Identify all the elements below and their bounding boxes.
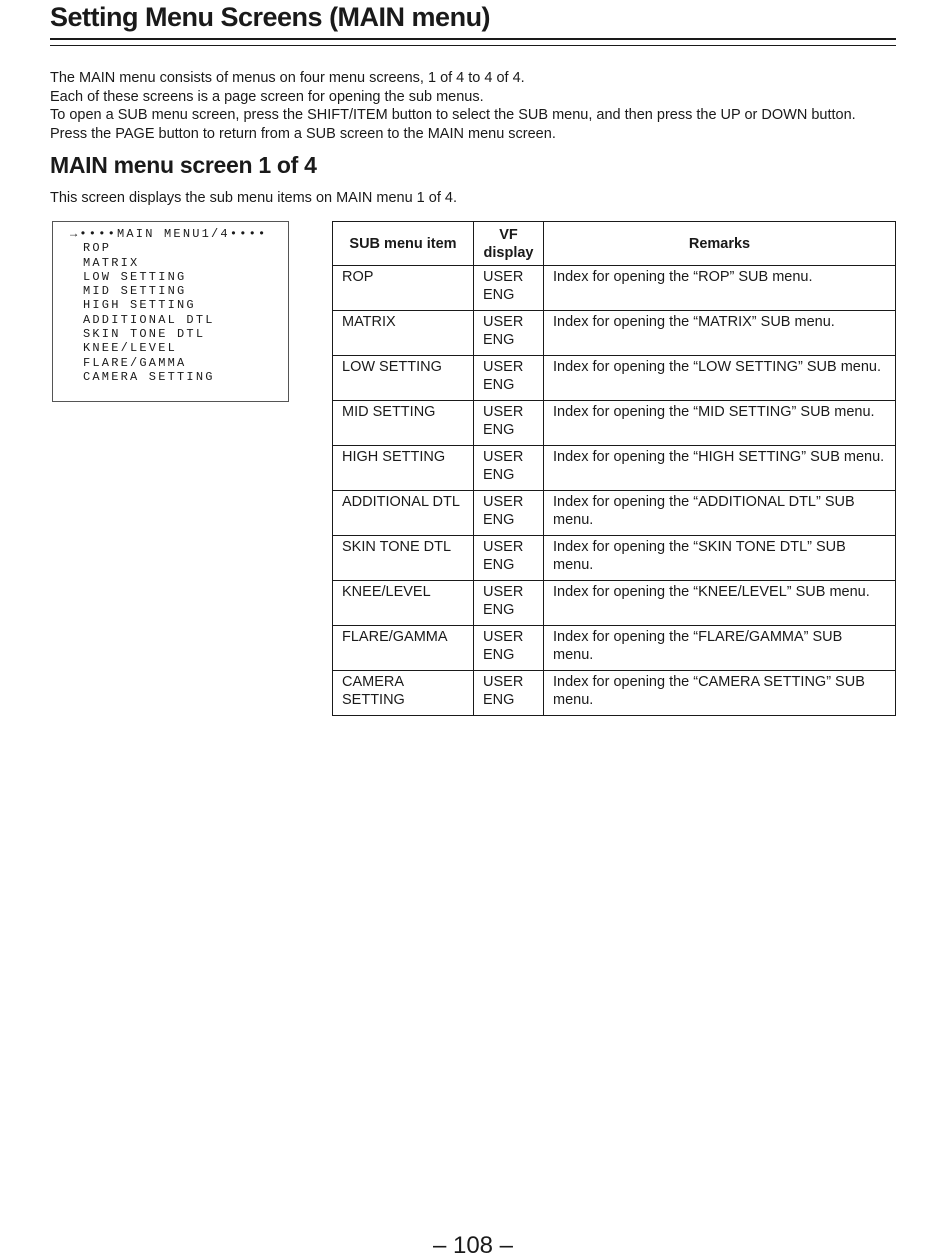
vf-display-cell [474, 356, 544, 401]
remarks-cell: Index for opening the “HIGH SETTING” SUB menu. [544, 446, 896, 491]
vf-value: ENG [483, 377, 515, 393]
sub-menu-item-cell: LOW SETTING [333, 356, 474, 401]
table-row [333, 266, 896, 311]
remarks-cell: Index for opening the “KNEE/LEVEL” SUB menu. [544, 581, 896, 626]
remarks-cell: Index for opening the “CAMERA SETTING” SUB menu. [544, 671, 896, 716]
remarks-cell: Index for opening the “LOW SETTING” SUB menu. [544, 356, 896, 401]
vf-display-cell [474, 491, 544, 536]
main-menu-screen [52, 221, 289, 402]
vf-value: ENG [483, 467, 515, 483]
vf-display-cell [474, 266, 544, 311]
remarks-cell: Index for opening the “ROP” SUB menu. [544, 266, 896, 311]
table-row [333, 626, 896, 671]
menu-screen-item: MATRIX [83, 255, 140, 270]
sub-menu-item-cell: ROP [333, 266, 474, 311]
sub-menu-item-cell: CAMERA SETTING [333, 671, 474, 716]
menu-screen-item: HIGH SETTING [83, 298, 196, 313]
intro-line: Press the PAGE button to return from a SUB screen to the MAIN menu screen. [50, 125, 556, 142]
menu-screen-item: LOW SETTING [83, 269, 187, 284]
menu-screen-item: MID SETTING [83, 284, 187, 299]
sub-menu-item-cell: FLARE/GAMMA [333, 626, 474, 671]
vf-value: USER [483, 494, 524, 510]
vf-value: USER [483, 359, 524, 375]
intro-line: Each of these screens is a page screen for opening the sub menus. [50, 88, 484, 105]
remarks-cell: Index for opening the “SKIN TONE DTL” SUB menu. [544, 536, 896, 581]
vf-value: ENG [483, 287, 515, 303]
vf-value: USER [483, 539, 524, 555]
sub-menu-item-cell: KNEE/LEVEL [333, 581, 474, 626]
vf-value: USER [483, 314, 524, 330]
intro-line: To open a SUB menu screen, press the SHIFT/ITEM button to select the SUB menu, and then press the UP or DOWN button. [50, 107, 856, 123]
menu-screen-item: KNEE/LEVEL [83, 341, 178, 356]
vf-value: ENG [483, 512, 515, 528]
vf-display-cell [474, 311, 544, 356]
title-rule-thick [50, 38, 896, 40]
vf-value: USER [483, 404, 524, 420]
section-heading: MAIN menu screen 1 of 4 [50, 152, 317, 178]
menu-screen-header: →••••MAIN MENU1/4•••• [70, 227, 268, 241]
vf-value: USER [483, 449, 524, 465]
column-header-vf-display [474, 222, 544, 266]
sub-menu-item-cell: HIGH SETTING [333, 446, 474, 491]
table-row [333, 446, 896, 491]
table-row [333, 311, 896, 356]
menu-screen-item: ADDITIONAL DTL [83, 312, 215, 327]
sub-menu-table [332, 221, 896, 716]
table-row [333, 536, 896, 581]
title-rule-thin [50, 45, 896, 46]
remarks-cell: Index for opening the “FLARE/GAMMA” SUB menu. [544, 626, 896, 671]
vf-display-cell [474, 626, 544, 671]
vf-display-cell [474, 401, 544, 446]
intro-paragraph [50, 69, 910, 143]
page-number: – 108 – [432, 1232, 514, 1259]
vf-value: USER [483, 629, 524, 645]
vf-value: USER [483, 674, 524, 690]
table-row [333, 401, 896, 446]
remarks-cell: Index for opening the “MID SETTING” SUB menu. [544, 401, 896, 446]
column-header-sub-menu-item: SUB menu item [333, 222, 474, 266]
vf-value: USER [483, 269, 524, 285]
table-header-row [333, 222, 896, 266]
vf-value: ENG [483, 602, 515, 618]
remarks-cell: Index for opening the “MATRIX” SUB menu. [544, 311, 896, 356]
menu-screen-item: CAMERA SETTING [83, 369, 215, 384]
vf-display-cell [474, 536, 544, 581]
vf-value: ENG [483, 692, 515, 708]
vf-display-cell [474, 671, 544, 716]
sub-menu-item-cell: SKIN TONE DTL [333, 536, 474, 581]
vf-value: ENG [483, 332, 515, 348]
table-row [333, 356, 896, 401]
vf-value: ENG [483, 647, 515, 663]
intro-line: The MAIN menu consists of menus on four menu screens, 1 of 4 to 4 of 4. [50, 70, 525, 86]
vf-header-line: display [483, 244, 534, 261]
table-row [333, 671, 896, 716]
table-row [333, 581, 896, 626]
vf-display-cell [474, 446, 544, 491]
column-header-remarks: Remarks [544, 222, 896, 266]
sub-menu-item-cell: MID SETTING [333, 401, 474, 446]
remarks-cell: Index for opening the “ADDITIONAL DTL” SUB menu. [544, 491, 896, 536]
sub-menu-item-cell: MATRIX [333, 311, 474, 356]
vf-header-line: VF [499, 226, 518, 243]
sub-menu-item-cell: ADDITIONAL DTL [333, 491, 474, 536]
table-row [333, 491, 896, 536]
menu-screen-item: SKIN TONE DTL [83, 327, 206, 342]
menu-screen-item: ROP [83, 241, 112, 256]
menu-screen-item: FLARE/GAMMA [83, 355, 187, 370]
page-title: Setting Menu Screens (MAIN menu) [50, 2, 491, 32]
vf-value: USER [483, 584, 524, 600]
vf-value: ENG [483, 557, 515, 573]
section-description: This screen displays the sub menu items on MAIN menu 1 of 4. [50, 190, 457, 206]
vf-display-cell [474, 581, 544, 626]
vf-value: ENG [483, 422, 515, 438]
